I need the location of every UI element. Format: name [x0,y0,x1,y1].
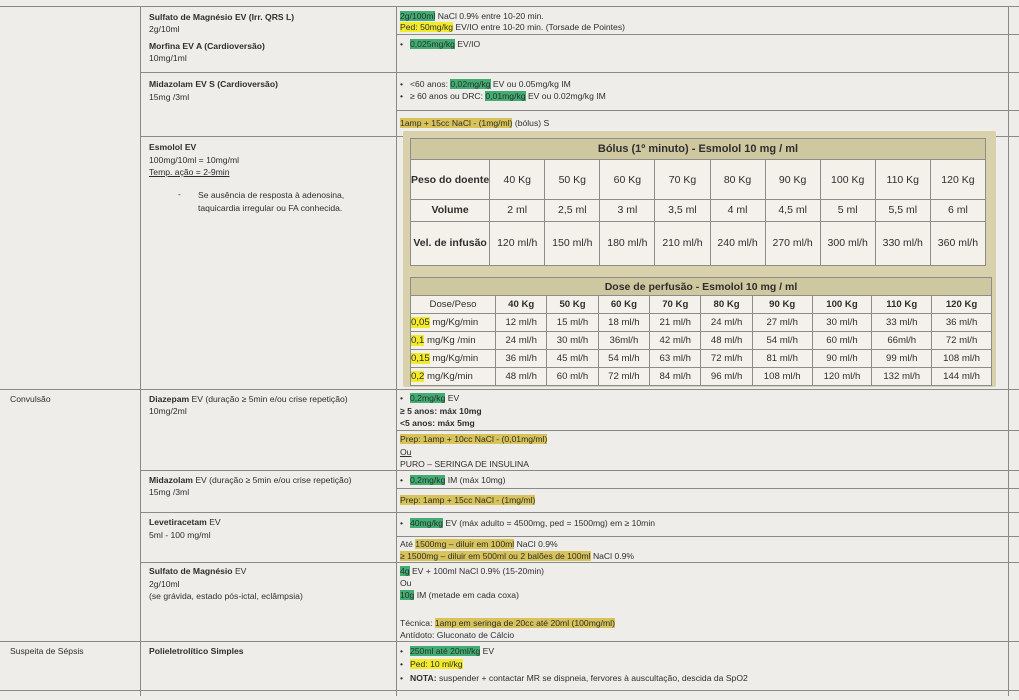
row-divider [140,470,1019,471]
rate-cell: 24 ml/h [701,314,752,332]
drug-concentration: 15mg /3ml [149,487,190,497]
weight-header: 80 Kg [710,160,765,200]
dose-line: 4g EV + 100ml NaCl 0.9% (15-20min) [400,566,545,576]
technique-line: Técnica: 1amp em seringa de 20cc até 20ml (100mg/ml) [400,618,615,628]
weight-header: 90 Kg [752,296,812,314]
weight-header: 50 Kg [545,160,600,200]
note-line: • NOTA: suspender + contactar MR se dispneia, fervores à auscultação, descida da SpO2 [400,673,748,683]
dose-line: 10g IM (metade em cada coxa) [400,590,519,600]
dose-line: • 40mg/kg EV (máx adulto = 4500mg, ped = 1500mg) em ≥ 10min [400,518,656,528]
perfusion-row [411,332,992,350]
rate-cell: 120 ml/h [490,221,545,265]
drug-concentration: 100mg/10ml = 10mg/ml [149,155,240,165]
prep-line: Prep: 1amp + 15cc NaCl - (1mg/ml) [400,495,536,505]
rate-cell: 48 ml/h [701,332,752,350]
dilution-line: Até 1500mg – diluir em 100ml NaCl 0.9% [400,539,558,549]
row-divider [396,34,1019,35]
volume-cell: 4,5 ml [765,200,820,221]
drug-note: (se grávida, estado pós-ictal, eclâmpsia) [149,591,303,601]
dose-line: • <60 anos: 0,02mg/kg EV ou 0.05mg/kg IM [400,79,571,89]
drug-name: Morfina EV A (Cardioversão) [149,41,265,51]
action-time: Temp. ação = 2-9min [149,167,230,177]
rate-cell: 45 ml/h [547,350,598,368]
row-divider [0,389,1019,390]
drug-concentration: 15mg /3ml [149,92,190,102]
row-divider [396,110,1019,111]
rate-cell: 144 ml/h [932,368,992,386]
column-divider [396,6,397,696]
rate-cell: 30 ml/h [812,314,872,332]
note-text: taquicardia irregular ou FA conhecida. [198,203,343,213]
dose-label: 0,2 mg/Kg/min [411,368,496,386]
perfusion-row [411,350,992,368]
row-divider [0,6,1019,7]
drug-name: Polieletrolítico Simples [149,646,244,656]
rate-cell: 84 ml/h [650,368,701,386]
dose-line: • ≥ 60 anos ou DRC: 0,01mg/kg EV ou 0.02mg/kg IM [400,91,606,101]
weight-header: 40 Kg [496,296,547,314]
row-divider [396,488,1019,489]
row-divider [140,512,1019,513]
drug-concentration: 2g/10ml [149,579,180,589]
section-label: Convulsão [10,394,51,404]
rate-cell: 12 ml/h [496,314,547,332]
rate-cell: 210 ml/h [655,221,710,265]
row-label: Peso do doente [411,160,490,200]
antidote-line: Antídoto: Gluconato de Cálcio [400,630,515,640]
rate-cell: 108 ml/h [752,368,812,386]
bolus-table-title: Bólus (1º minuto) - Esmolol 10 mg / ml [411,139,986,160]
rate-cell: 270 ml/h [765,221,820,265]
weight-header: 90 Kg [765,160,820,200]
rate-cell: 90 ml/h [812,350,872,368]
rate-cell: 360 ml/h [930,221,985,265]
rate-cell: 150 ml/h [545,221,600,265]
rate-cell: 72 ml/h [598,368,649,386]
volume-cell: 2 ml [490,200,545,221]
max-dose: ≥ 5 anos: máx 10mg [400,406,482,416]
drug-name: Sulfato de Magnésio EV (Irr. QRS L) [149,12,295,22]
prep-line: PURO – SERINGA DE INSULINA [400,459,529,469]
rate-cell: 54 ml/h [752,332,812,350]
rate-cell: 15 ml/h [547,314,598,332]
dose-line: • 0,2mg/kg EV [400,393,460,403]
prep-line: 1amp + 15cc NaCl - (1mg/ml) (bólus) S [400,118,550,128]
rate-cell: 21 ml/h [650,314,701,332]
rate-cell: 180 ml/h [600,221,655,265]
drug-concentration: 5ml - 100 mg/ml [149,530,211,540]
volume-cell: 4 ml [710,200,765,221]
rate-cell: 54 ml/h [598,350,649,368]
drug-concentration: 10mg/1ml [149,53,187,63]
weight-header: 110 Kg [875,160,930,200]
or-text: Ou [400,578,412,588]
perfusion-row [411,368,992,386]
rate-cell: 18 ml/h [598,314,649,332]
rate-cell: 300 ml/h [820,221,875,265]
max-dose: <5 anos: máx 5mg [400,418,475,428]
rate-cell: 81 ml/h [752,350,812,368]
volume-cell: 5 ml [820,200,875,221]
section-label: Suspeita de Sépsis [10,646,84,656]
weight-header: 70 Kg [650,296,701,314]
rate-cell: 36 ml/h [932,314,992,332]
note-text: Se ausência de resposta à adenosina, [198,190,345,200]
rate-cell: 30 ml/h [547,332,598,350]
weight-header: 60 Kg [600,160,655,200]
weight-header: 60 Kg [598,296,649,314]
drug-name: Midazolam EV (duração ≥ 5min e/ou crise repetição) [149,475,352,485]
dose-label: 0,15 mg/Kg/min [411,350,496,368]
row-divider [140,72,1019,73]
or-text: Ou [400,447,412,457]
volume-cell: 3 ml [600,200,655,221]
dose-label: 0,05 mg/Kg/min [411,314,496,332]
drug-name: Diazepam EV (duração ≥ 5min e/ou crise repetição) [149,394,348,404]
rate-cell: 33 ml/h [872,314,932,332]
rate-cell: 36ml/h [598,332,649,350]
rate-cell: 240 ml/h [710,221,765,265]
rate-cell: 99 ml/h [872,350,932,368]
weight-header: 120 Kg [932,296,992,314]
row-divider [396,430,1019,431]
drug-concentration: 2g/10ml [149,24,180,34]
dose-line: • 250ml até 20ml/kg EV [400,646,495,656]
rate-cell: 132 ml/h [872,368,932,386]
weight-header: 120 Kg [930,160,985,200]
column-divider [1008,6,1009,696]
note-dash: - [178,189,181,199]
dose-line: • 0,2mg/kg IM (máx 10mg) [400,475,506,485]
corner-header: Dose/Peso [411,296,496,314]
weight-header: 70 Kg [655,160,710,200]
weight-header: 40 Kg [490,160,545,200]
perfusion-row [411,314,992,332]
rate-cell: 96 ml/h [701,368,752,386]
rate-cell: 120 ml/h [812,368,872,386]
row-divider [0,641,1019,642]
volume-cell: 2,5 ml [545,200,600,221]
perfusion-table-title: Dose de perfusão - Esmolol 10 mg / ml [411,278,992,296]
weight-header: 100 Kg [820,160,875,200]
prep-line: Prep: 1amp + 10cc NaCl - (0,01mg/ml) [400,434,548,444]
rate-cell: 72 ml/h [932,332,992,350]
dose-line: Ped: 50mg/kg EV/IO entre 10-20 min. (Torsade de Pointes) [400,22,625,32]
weight-header: 80 Kg [701,296,752,314]
dose-label: 0,1 mg/Kg /min [411,332,496,350]
drug-name: Esmolol EV [149,142,197,152]
rate-cell: 27 ml/h [752,314,812,332]
weight-header: 50 Kg [547,296,598,314]
rate-cell: 330 ml/h [875,221,930,265]
drug-name: Levetiracetam EV [149,517,221,527]
column-divider [140,6,141,696]
row-divider [0,690,1019,691]
drug-name: Sulfato de Magnésio EV [149,566,247,576]
bolus-table [410,138,986,266]
volume-cell: 3,5 ml [655,200,710,221]
rate-cell: 36 ml/h [496,350,547,368]
dose-line: • Ped: 10 ml/kg [400,659,463,669]
dose-line: • 0,025mg/kg EV/IO [400,39,481,49]
rate-cell: 66ml/h [872,332,932,350]
row-divider [396,536,1019,537]
perfusion-table [410,277,992,386]
rate-cell: 24 ml/h [496,332,547,350]
drug-name: Midazolam EV S (Cardioversão) [149,79,278,89]
volume-cell: 5,5 ml [875,200,930,221]
dilution-line: ≥ 1500mg – diluir em 500ml ou 2 balões de 100ml NaCl 0.9% [400,551,635,561]
rate-cell: 108 ml/h [932,350,992,368]
row-label: Vel. de infusão [411,221,490,265]
weight-header: 110 Kg [872,296,932,314]
volume-cell: 6 ml [930,200,985,221]
rate-cell: 42 ml/h [650,332,701,350]
rate-cell: 60 ml/h [547,368,598,386]
dose-line: 2g/100ml NaCl 0.9% entre 10-20 min. [400,11,544,21]
row-divider [140,562,1019,563]
rate-cell: 60 ml/h [812,332,872,350]
rate-cell: 72 ml/h [701,350,752,368]
drug-concentration: 10mg/2ml [149,406,187,416]
row-label: Volume [411,200,490,221]
weight-header: 100 Kg [812,296,872,314]
rate-cell: 63 ml/h [650,350,701,368]
rate-cell: 48 ml/h [496,368,547,386]
